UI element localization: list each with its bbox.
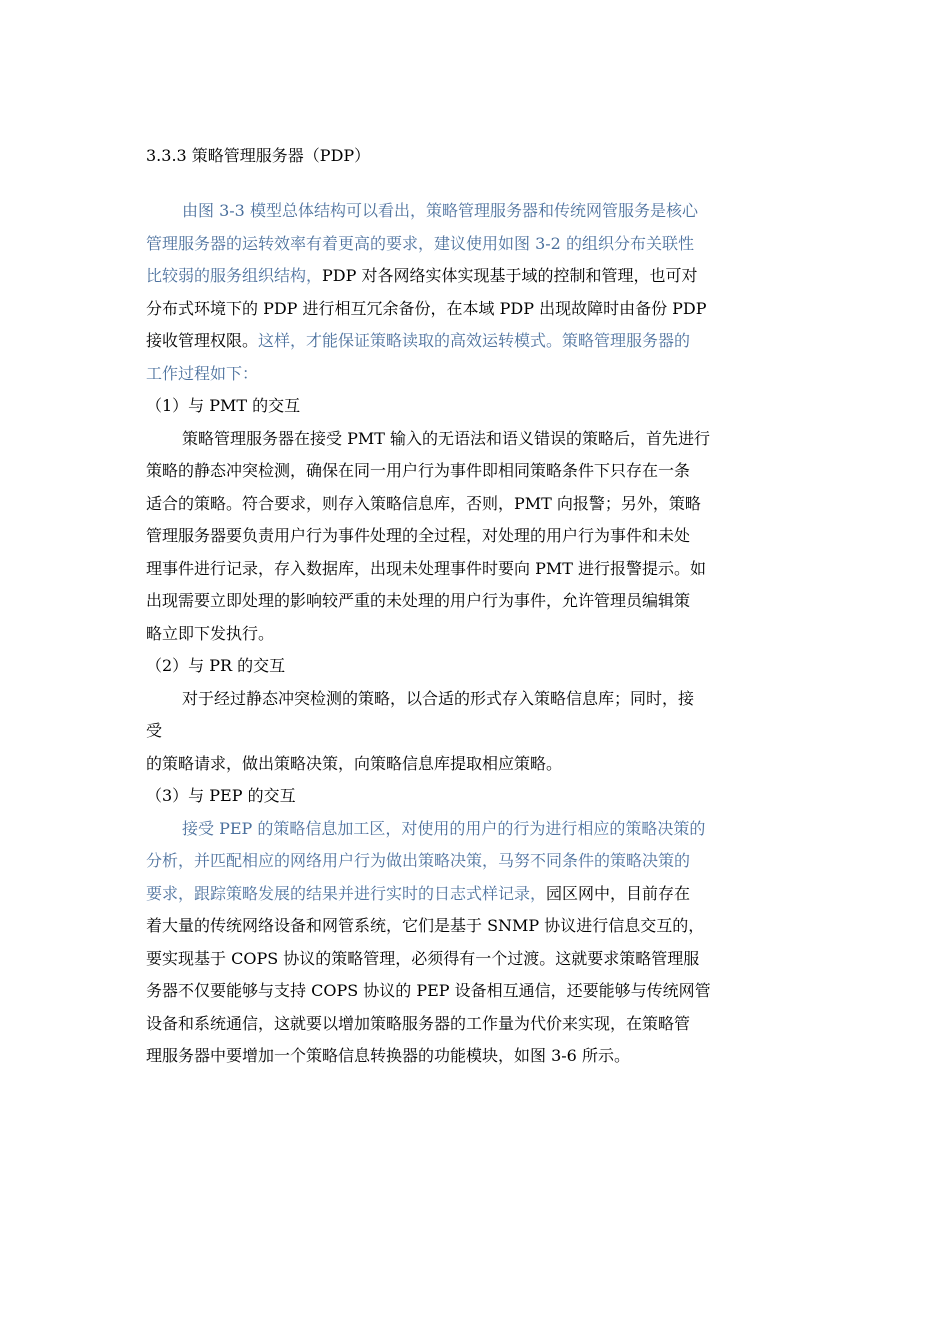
intro-line-6: 工作过程如下： [146, 363, 259, 383]
intro-line-3-black: PDP 对各网络实体实现基于域的控制和管理，也可对 [322, 266, 698, 285]
pr-paragraph [146, 683, 808, 781]
subsection-title-pmt: （1）与 PMT 的交互 [146, 396, 301, 415]
pep-line: 务器不仅要能够与支持 COPS 协议的 PEP 设备相互通信，还要能够与传统网管 [146, 981, 711, 1000]
pep-line-1: 接受 PEP 的策略信息加工区，对使用的用户的行为进行相应的策略决策的 [182, 818, 706, 838]
pmt-line: 理事件进行记录，存入数据库，出现未处理事件时要向 PMT 进行报警提示。如 [146, 558, 706, 578]
pep-line: 要实现基于 COPS 协议的策略管理，必须得有一个过渡。这就要求策略管理服 [146, 948, 700, 968]
subsection-title-pr: （2）与 PR 的交互 [146, 656, 286, 675]
pmt-line: 出现需要立即处理的影响较严重的未处理的用户行为事件，允许管理员编辑策 [146, 591, 691, 610]
document-page [146, 140, 808, 1073]
pmt-line: 适合的策略。符合要求，则存入策略信息库，否则，PMT 向报警；另外，策略 [146, 493, 701, 513]
pep-line-3-blue: 要求，跟踪策略发展的结果并进行实时的日志式样记录， [146, 883, 547, 903]
intro-line-5-blue: 这样，才能保证策略读取的高效运转模式。策略管理服务器的 [258, 331, 691, 350]
intro-line-3-blue: 比较弱的服务组织结构， [146, 266, 323, 285]
pmt-line: 策略管理服务器在接受 PMT 输入的无语法和语义错误的策略后，首先进行 [182, 428, 710, 448]
pep-line-2: 分析，并匹配相应的网络用户行为做出策略决策，马努不同条件的策略决策的 [146, 851, 691, 870]
subsection-title-pep: （3）与 PEP 的交互 [146, 786, 296, 805]
pr-line: 的策略请求，做出策略决策，向策略信息库提取相应策略。 [146, 753, 563, 773]
section-heading: 3.3.3 策略管理服务器（PDP） [146, 146, 371, 165]
pmt-line: 管理服务器要负责用户行为事件处理的全过程，对处理的用户行为事件和未处 [146, 526, 691, 545]
pr-line: 对于经过静态冲突检测的策略，以合适的形式存入策略信息库；同时，接 [182, 688, 695, 708]
pr-line: 受 [146, 721, 163, 740]
pmt-line: 策略的静态冲突检测，确保在同一用户行为事件即相同策略条件下只存在一条 [146, 461, 691, 480]
pep-line: 设备和系统通信，这就要以增加策略服务器的工作量为代价来实现，在策略管 [146, 1013, 691, 1033]
pmt-paragraph [146, 423, 808, 651]
intro-line-4: 分布式环境下的 PDP 进行相互冗余备份，在本域 PDP 出现故障时由备份 PDP [146, 298, 707, 318]
pep-paragraph [146, 813, 808, 1073]
intro-line-5-black: 接收管理权限。 [146, 331, 259, 350]
intro-line-1: 由图 3-3 模型总体结构可以看出，策略管理服务器和传统网管服务是核心 [182, 201, 698, 220]
pep-line: 理服务器中要增加一个策略信息转换器的功能模块，如图 3-6 所示。 [146, 1046, 630, 1065]
intro-line-2: 管理服务器的运转效率有着更高的要求，建议使用如图 3-2 的组织分布关联性 [146, 233, 694, 253]
pep-line: 着大量的传统网络设备和网管系统，它们是基于 SNMP 协议进行信息交互的， [146, 916, 705, 935]
intro-paragraph [146, 195, 808, 390]
pmt-line: 略立即下发执行。 [146, 623, 275, 643]
pep-line-3-black: 园区网中，目前存在 [546, 883, 691, 903]
